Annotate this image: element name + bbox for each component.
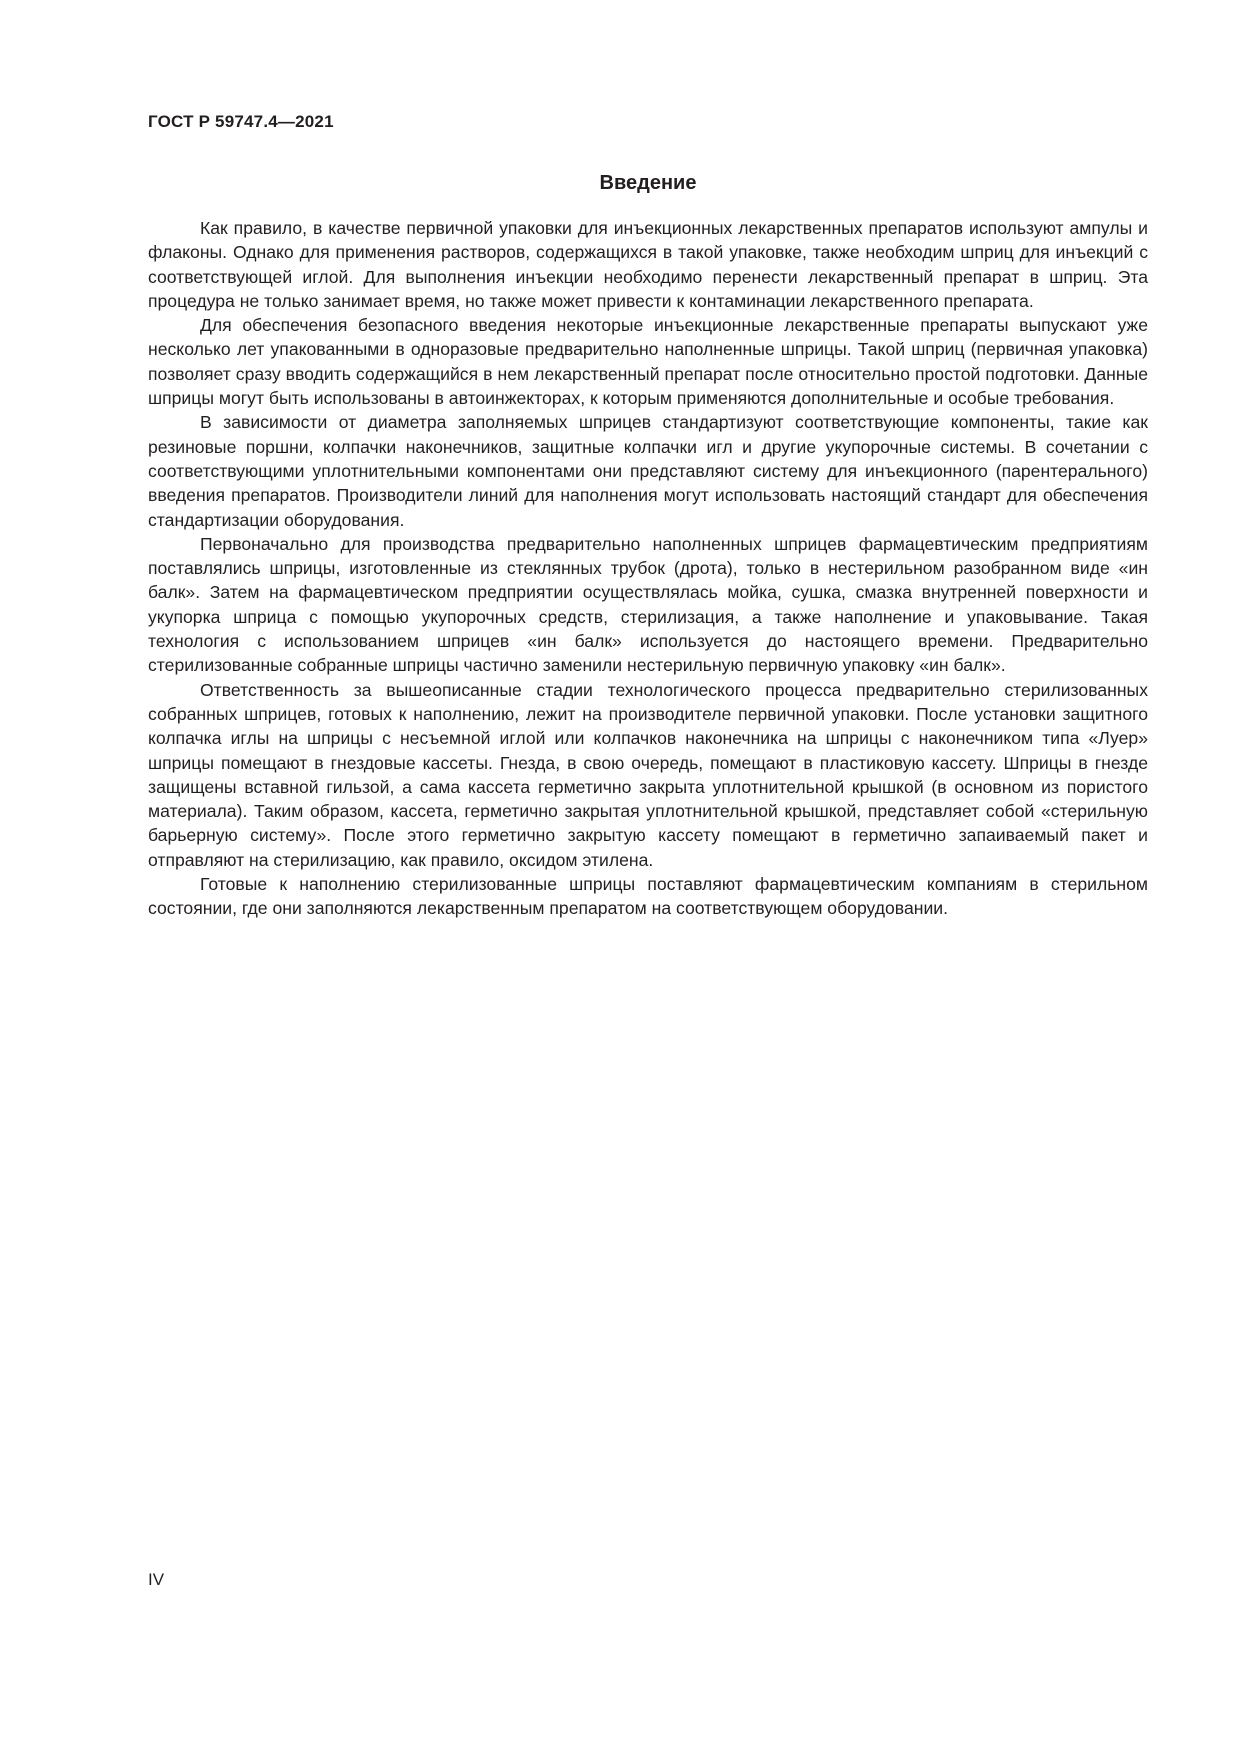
introduction-body — [148, 216, 1148, 921]
paragraph: Ответственность за вышеописанные стадии технологического процесса предварительно стерилизованных собранных шприцев, готовых к наполнению, лежит на производителе первичной упаковки. После установки защитного колпачка иглы на шприцы с несъемной иглой или колпачков наконечника на шприцы с наконечником типа «Луер» шприцы помещают в гнездовые кассеты. Гнезда, в свою очередь, помещают в пластиковую кассету. Шприцы в гнезде защищены вставной гильзой, а сама кассета герметично закрыта уплотнительной крышкой (в основном из пористого материала). Таким образом, кассета, герметично закрытая уплотнительной крышкой, представляет собой «стерильную барьерную систему». После этого герметично закрытую кассету помещают в герметично запаиваемый пакет и отправляют на стерилизацию, как правило, оксидом этилена. — [148, 679, 1148, 870]
section-title: Введение — [599, 172, 697, 194]
paragraph: Как правило, в качестве первичной упаковки для инъекционных лекарственных препаратов используют ампулы и флаконы. Однако для применения растворов, содержащихся в такой упаковке, также необходим шприц для инъекций с соответствующей иглой. Для выполнения инъекции необходимо перенести лекарственный препарат в шприц. Эта процедура не только занимает время, но также может привести к контаминации лекарственного препарата. — [148, 218, 1148, 311]
paragraph: Для обеспечения безопасного введения некоторые инъекционные лекарственные препараты выпускают уже несколько лет упакованными в одноразовые предварительно наполненные шприцы. Такой шприц (первичная упаковка) позволяет сразу вводить содержащийся в нем лекарственный препарат после относительно простой подготовки. Данные шприцы могут быть использованы в автоинжекторах, к которым применяются дополнительные и особые требования. — [148, 315, 1148, 409]
paragraph: Готовые к наполнению стерилизованные шприцы поставляют фармацевтическим компаниям в стерильном состоянии, где они заполняются лекарственным препаратом на соответствующем оборудовании. — [148, 874, 1148, 919]
paragraph: Первоначально для производства предварительно наполненных шприцев фармацевтическим предприятиям поставлялись шприцы, изготовленные из стеклянных трубок (дрота), только в нестерильном разобранном виде «ин балк». Затем на фармацевтическом предприятии осуществлялась мойка, сушка, смазка внутренней поверхности и укупорка шприца с помощью укупорочных средств, стерилизация, а также наполнение и упаковывание. Такая технология с использованием шприцев «ин балк» используется до настоящего времени. Предварительно стерилизованные собранные шприцы частично заменили нестерильную первичную упаковку «ин балк». — [148, 533, 1148, 676]
page-number: IV — [148, 1570, 165, 1589]
document-code: ГОСТ Р 59747.4—2021 — [148, 112, 334, 131]
paragraph: В зависимости от диаметра заполняемых шприцев стандартизуют соответствующие компоненты, такие как резиновые поршни, колпачки наконечников, защитные колпачки игл и другие укупорочные системы. В сочетании с соответствующими уплотнительными компонентами они представляют систему для инъекционного (парентерального) введения препаратов. Производители линий для наполнения могут использовать настоящий стандарт для обеспечения стандартизации оборудования. — [148, 412, 1148, 530]
